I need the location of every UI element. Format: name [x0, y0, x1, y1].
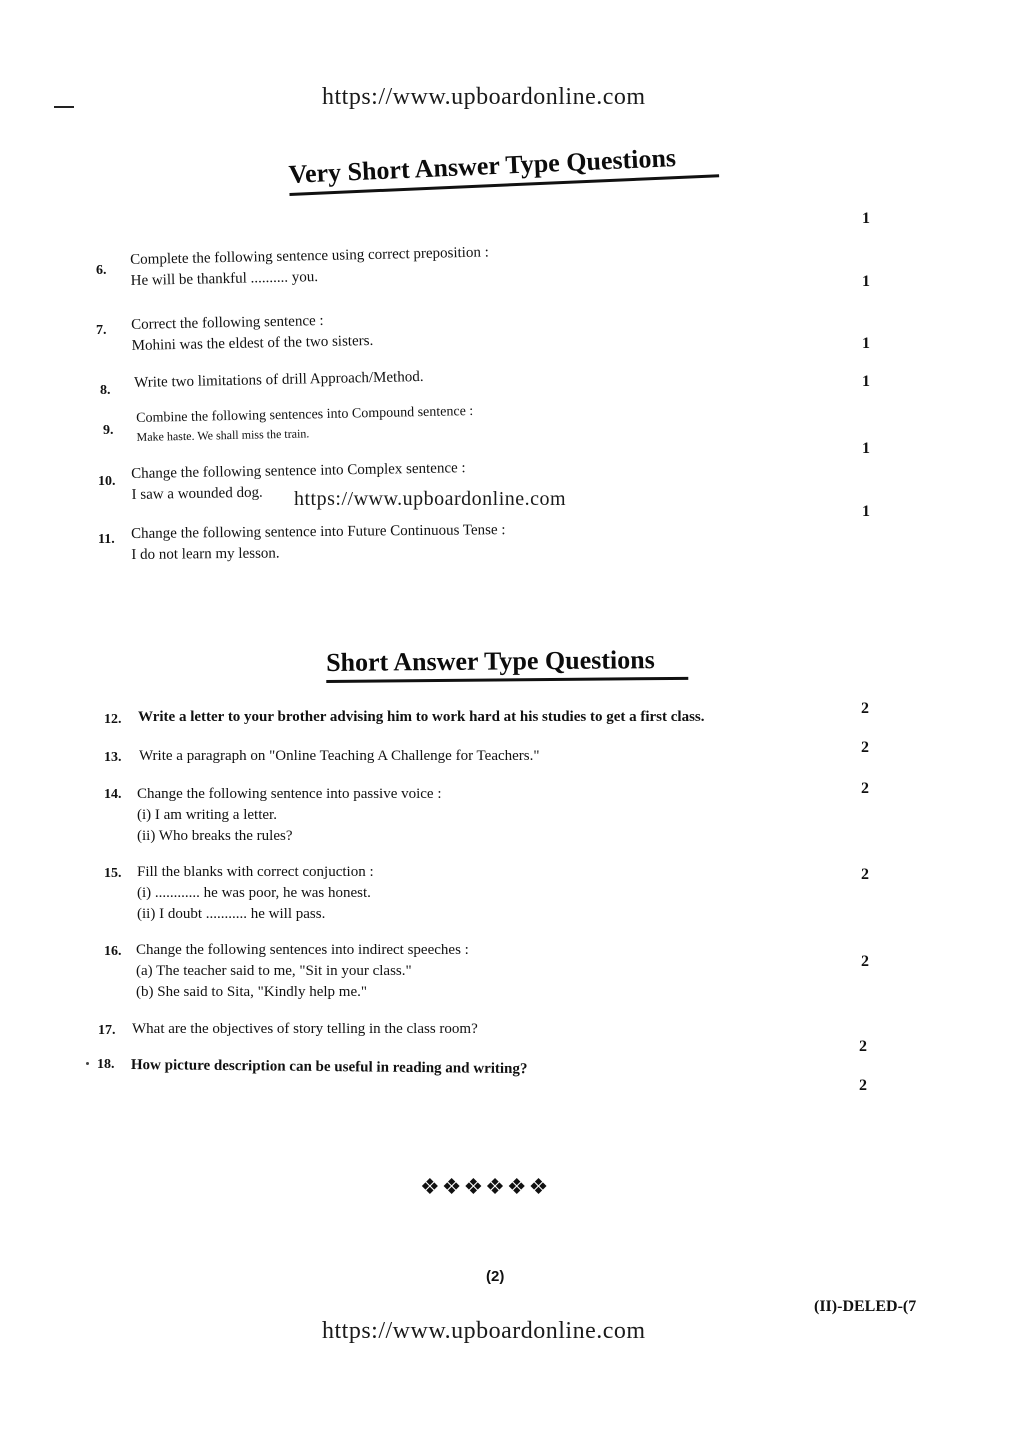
question-line: Change the following sentences into indirect speeches :	[136, 942, 469, 958]
question-line: (ii) Who breaks the rules?	[137, 828, 293, 844]
question-marks: 2	[861, 780, 869, 797]
question-marks: 2	[861, 866, 869, 883]
question-number: 9.	[103, 423, 114, 438]
question-marks: 2	[861, 739, 869, 756]
end-ornament: ❖❖❖❖❖❖	[420, 1174, 551, 1199]
question-line: (i) I am writing a letter.	[137, 807, 277, 823]
question-line: Write a paragraph on "Online Teaching A Challenge for Teachers."	[139, 748, 540, 764]
question-line: How picture description can be useful in reading and writing?	[130, 1056, 528, 1078]
question-text	[131, 1055, 528, 1080]
question-line: I saw a wounded dog.	[131, 484, 263, 503]
question-line: Combine the following sentences into Compound sentence :	[136, 403, 474, 426]
margin-dash	[54, 106, 74, 108]
question-text	[138, 707, 705, 728]
question-number: 6.	[96, 263, 107, 278]
question-line: What are the objectives of story telling in the class room?	[132, 1021, 478, 1037]
question-number: 14.	[104, 787, 122, 802]
question-line: Mohini was the eldest of the two sisters.	[131, 332, 374, 354]
question-line: Complete the following sentence using correct preposition :	[130, 244, 489, 268]
question-marks: 2	[859, 1077, 867, 1094]
section1-title: Very Short Answer Type Questions	[288, 143, 677, 189]
question-text	[131, 310, 373, 357]
question-line: (i) ............ he was poor, he was honest.	[137, 885, 371, 901]
question-line: He will be thankful .......... you.	[130, 269, 319, 289]
section2-title: Short Answer Type Questions	[326, 645, 655, 677]
page-number: (2)	[486, 1268, 505, 1285]
section1-heading-block	[288, 141, 719, 196]
question-line: Change the following sentence into passive voice :	[137, 786, 442, 802]
question-marks: 2	[859, 1038, 867, 1055]
paper-code: (II)-DELED-(7	[814, 1298, 917, 1315]
question-text	[134, 367, 424, 394]
question-number: 8.	[100, 383, 111, 398]
question-marks: 2	[861, 700, 869, 717]
question-marks: 1	[862, 503, 870, 520]
question-text	[136, 940, 469, 1003]
question-line: I do not learn my lesson.	[131, 545, 280, 563]
question-marks: 1	[862, 335, 870, 352]
question-line: Fill the blanks with correct conjuction :	[137, 864, 374, 880]
question-marks: 1	[862, 210, 870, 227]
question-line: Correct the following sentence :	[131, 312, 324, 333]
question-line: (b) She said to Sita, "Kindly help me."	[136, 984, 367, 1000]
question-number: 10.	[98, 474, 116, 489]
footer-url: https://www.upboardonline.com	[322, 1318, 646, 1344]
question-line: (ii) I doubt ........... he will pass.	[137, 906, 326, 922]
question-line: Write two limitations of drill Approach/Method.	[134, 368, 424, 391]
question-number: 13.	[104, 750, 122, 765]
question-number: 15.	[104, 866, 122, 881]
question-line: Write a letter to your brother advising him to work hard at his studies to get a first class.	[138, 709, 705, 725]
question-marks: 1	[862, 440, 870, 457]
question-number: 11.	[98, 532, 115, 547]
question-marks: 1	[862, 373, 870, 390]
section2-underline	[326, 677, 688, 683]
header-url: https://www.upboardonline.com	[322, 84, 646, 110]
question-number: 16.	[104, 944, 122, 959]
question-text	[137, 784, 442, 847]
question-text	[139, 746, 540, 767]
question-line: (a) The teacher said to me, "Sit in your class."	[136, 963, 412, 979]
question-line: Make haste. We shall miss the train.	[136, 426, 310, 444]
scan-speck	[86, 1062, 89, 1065]
question-text	[137, 862, 374, 925]
watermark-url: https://www.upboardonline.com	[294, 488, 567, 510]
question-text	[131, 520, 506, 566]
question-line: Change the following sentence into Complex sentence :	[131, 460, 466, 482]
question-number: 7.	[96, 323, 107, 338]
question-text	[132, 1019, 478, 1040]
question-marks: 2	[861, 953, 869, 970]
question-text	[130, 242, 489, 292]
question-number: 18.	[97, 1057, 115, 1072]
question-number: 12.	[104, 712, 122, 727]
question-line: Change the following sentence into Future Continuous Tense :	[131, 522, 506, 542]
question-marks: 1	[862, 273, 870, 290]
question-text	[136, 402, 474, 447]
section2-heading-block	[326, 645, 688, 683]
question-number: 17.	[98, 1023, 116, 1038]
